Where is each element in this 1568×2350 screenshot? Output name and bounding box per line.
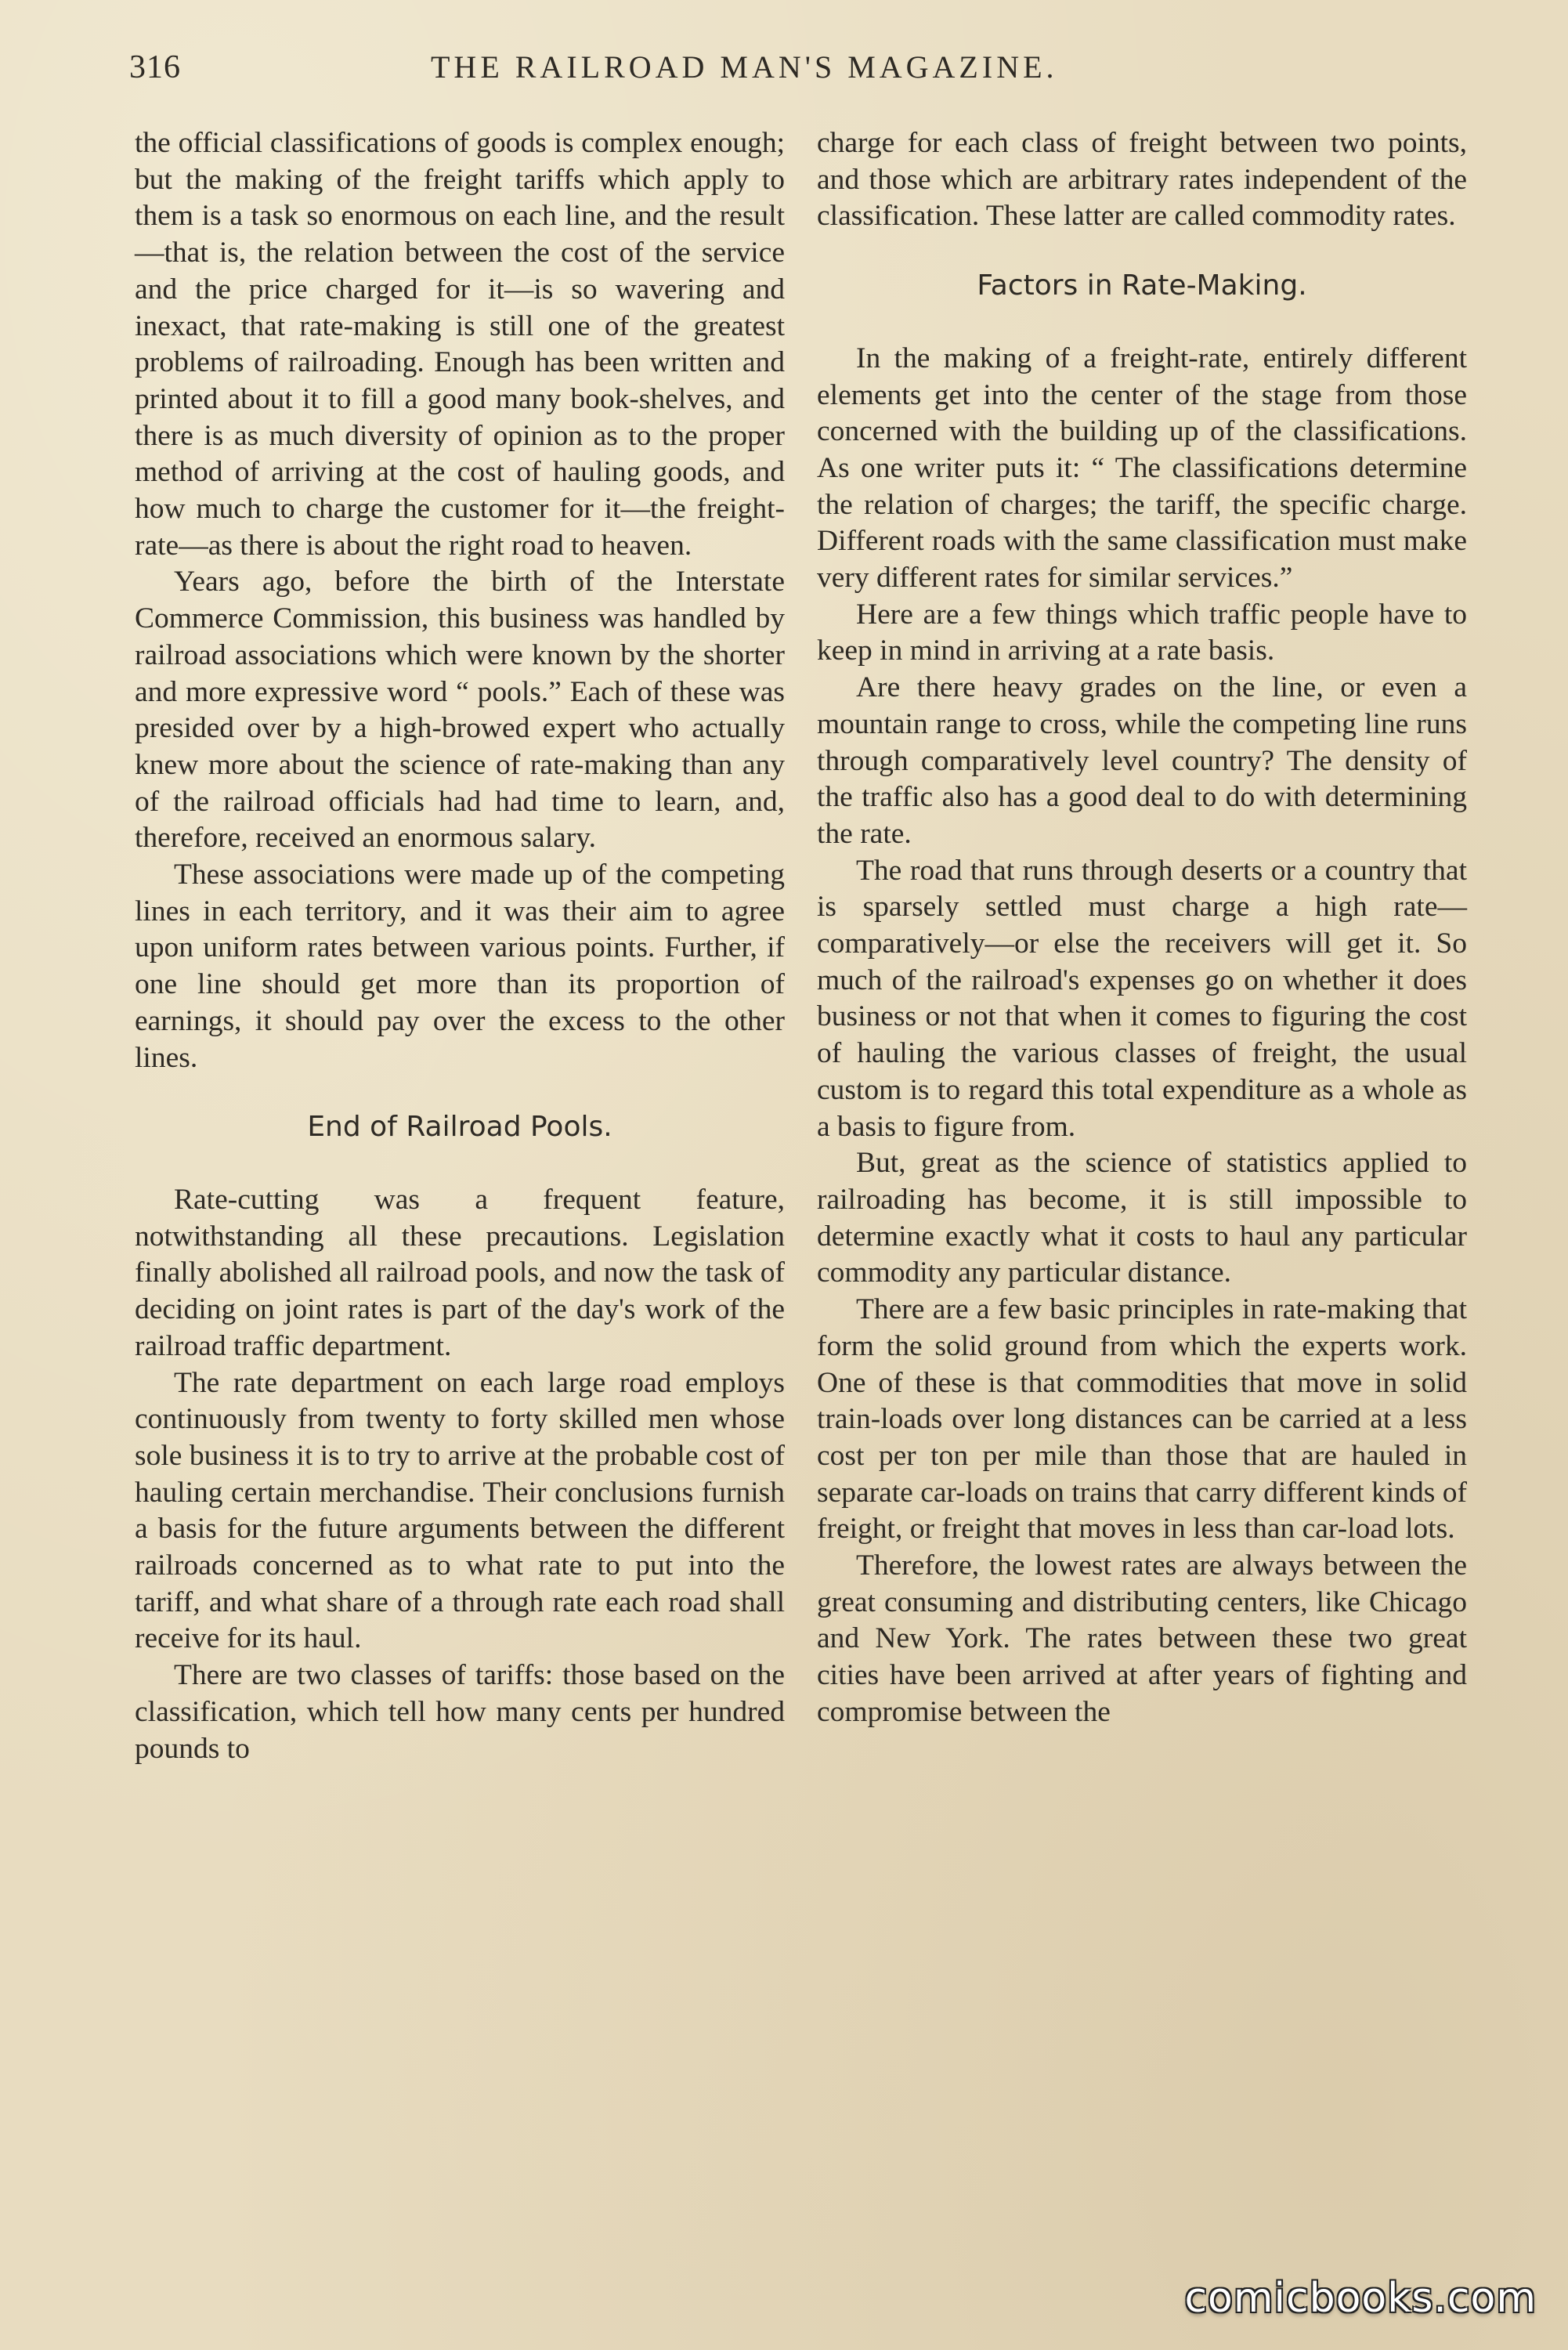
paragraph: Years ago, before the birth of the Interstate Commerce Commission, this business was handled by railroad associations which were known by the shorter and more expressive word “ pools.” Each of these was presided over by a high-browed expert who actually knew more about the science of rate-making than any of the railroad officials had had time to learn, and, therefore, received an enormous salary. bbox=[135, 566, 785, 855]
paragraph: Are there heavy grades on the line, or even a mountain range to cross, while the competing line runs through comparatively level country? The density of the traffic also has a good deal to do with determining the rate. bbox=[817, 671, 1467, 850]
section-heading: Factors in Rate-Making. bbox=[977, 269, 1307, 302]
paragraph: Rate-cutting was a frequent feature, notwithstanding all these precautions. Legislation finally abolished all railroad pools, and now the task of deciding on joint rates is part of the day's work of the railroad traffic department. bbox=[135, 1183, 785, 1362]
paragraph: But, great as the science of statistics applied to railroading has become, it is still impossible to determine exactly what it costs to haul any particular commodity any particular distance. bbox=[817, 1147, 1467, 1289]
paragraph: In the making of a freight-rate, entirely different elements get into the center of the stage from those concerned with the building up of the classifications. As one writer puts it: “ The classifications determine the relation of charges; the tariff, the specific charge. Different roads with the same classification must make very different rates for similar services.” bbox=[817, 342, 1467, 595]
right-column bbox=[817, 125, 1467, 1731]
left-column bbox=[135, 125, 785, 1767]
paragraph: Here are a few things which traffic people have to keep in mind in arriving at a rate basis. bbox=[817, 598, 1467, 667]
paragraph: The rate department on each large road employs continuously from twenty to forty skilled men whose sole business it is to try to arrive at the probable cost of hauling certain merchandise. Their conclusions furnish a basis for the future arguments between the different railroads concerned as to what rate to put into the tariff, and what share of a through rate each road shall receive for its haul. bbox=[135, 1366, 785, 1655]
paragraph: These associations were made up of the competing lines in each territory, and it was their aim to agree upon uniform rates between various points. Further, if one line should get more than its proportion of earnings, it should pay over the excess to the other lines. bbox=[135, 859, 785, 1074]
section-heading: End of Railroad Pools. bbox=[307, 1111, 612, 1144]
running-head bbox=[129, 49, 1469, 96]
paragraph: Therefore, the lowest rates are always between the great consuming and distributing centers, like Chicago and New York. The rates between these two great cities have been arrived at after years of fighting and compromise between the bbox=[817, 1549, 1467, 1728]
paragraph: the official classifications of goods is complex enough; but the making of the freight tariffs which apply to them is a task so enormous on each line, and the result—that is, the relation between the cost of the service and the price charged for it—is so wavering and inexact, that rate-making is still one of the greatest problems of railroading. Enough has been written and printed about it to fill a good many book-shelves, and there is as much diversity of opinion as to the proper method of arriving at the cost of hauling goods, and how much to charge the customer for it—the freight-rate—as there is about the right road to heaven. bbox=[135, 127, 785, 562]
paragraph: There are two classes of tariffs: those based on the classification, which tell how many cents per hundred pounds to bbox=[135, 1659, 785, 1765]
paragraph: The road that runs through deserts or a country that is sparsely settled must charge a high rate—comparatively—or else the receivers will get it. So much of the railroad's expenses go on whether it does business or not that when it comes to figuring the cost of hauling the various classes of freight, the usual custom is to regard this total expenditure as a whole as a basis to figure from. bbox=[817, 854, 1467, 1143]
watermark-logo: comicbooks.com bbox=[1184, 2275, 1537, 2322]
magazine-title: THE RAILROAD MAN'S MAGAZINE. bbox=[431, 49, 1058, 85]
paragraph: There are a few basic principles in rate-making that form the solid ground from which the experts work. One of these is that commodities that move in solid train-loads over long distances can be carried at a less cost per ton per mile than those that are hauled in separate car-loads on trains that carry different kinds of freight, or freight that moves in less than car-load lots. bbox=[817, 1293, 1467, 1546]
page-number: 316 bbox=[129, 49, 181, 85]
paragraph: charge for each class of freight between two points, and those which are arbitrary rates independent of the classification. These latter are called commodity rates. bbox=[817, 127, 1467, 233]
